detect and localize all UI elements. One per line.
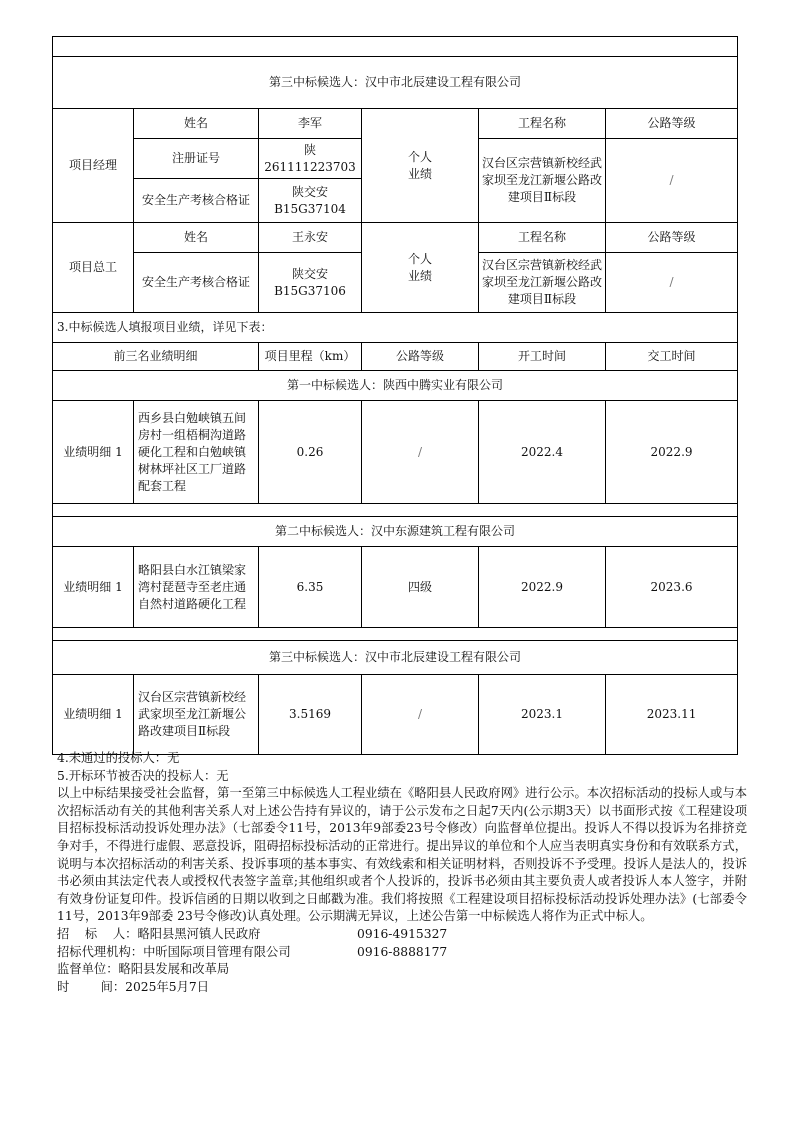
table-row xyxy=(53,675,738,755)
group1-start: 2022.4 xyxy=(479,401,606,504)
spacer-row xyxy=(53,504,738,517)
pm-reg-label: 注册证号 xyxy=(134,139,259,179)
group3-end: 2023.11 xyxy=(606,675,738,755)
group3-km: 3.5169 xyxy=(259,675,362,755)
pm-proj-name-label: 工程名称 xyxy=(479,109,606,139)
group1-project: 西乡县白勉峡镇五间房村一组梧桐沟道路硬化工程和白勉峡镇树林坪社区工厂道路配套工程 xyxy=(134,401,259,504)
te-safety-label: 安全生产考核合格证 xyxy=(134,253,259,313)
notice-time: 时 间：2025年5月7日 xyxy=(57,979,209,994)
group3-grade: / xyxy=(362,675,479,755)
tenderer-row xyxy=(57,926,747,944)
pm-safety-label: 安全生产考核合格证 xyxy=(134,179,259,223)
item5: 5.开标环节被否决的投标人：无 xyxy=(57,768,229,783)
te-road-grade: / xyxy=(606,253,738,313)
te-proj-name-label: 工程名称 xyxy=(479,223,606,253)
pm-road-grade: / xyxy=(606,139,738,223)
candidate-table xyxy=(52,36,738,755)
pm-name-label: 姓名 xyxy=(134,109,259,139)
te-personal-label: 个人 业绩 xyxy=(362,223,479,313)
pm-role: 项目经理 xyxy=(53,109,134,223)
table-row xyxy=(53,547,738,628)
group2-grade: 四级 xyxy=(362,547,479,628)
pm-road-grade-label: 公路等级 xyxy=(606,109,738,139)
te-proj-name: 汉台区宗营镇新校经武家坝至龙江新堰公路改建项目Ⅱ标段 xyxy=(479,253,606,313)
perf-header-grade: 公路等级 xyxy=(362,343,479,371)
group1-label: 业绩明细 1 xyxy=(53,401,134,504)
group1-title: 第一中标候选人：陕西中腾实业有限公司 xyxy=(53,371,738,401)
group3-title: 第三中标候选人：汉中市北辰建设工程有限公司 xyxy=(53,641,738,675)
perf-header-end: 交工时间 xyxy=(606,343,738,371)
group3-project: 汉台区宗营镇新校经武家坝至龙江新堰公路改建项目Ⅱ标段 xyxy=(134,675,259,755)
notice-paragraph: 以上中标结果接受社会监督，第一至第三中标候选人工程业绩在《略阳县人民政府网》进行公示。本次招标活动的投标人或与本次招标活动有关的其他利害关系人对上述公告持有异议的，请于公示发布之日起7天内(公示期3天）以书面形式按《工程建设项目招标投标活动投诉处理办法》（七部委令11号，2013年9部委23号令修改）向监督单位提出。投诉人不得以投诉为名排挤竞争对手，不得进行虚假、恶意投诉，阻碍招标投标活动的正常进行。提出异议的单位和个人应当表明真实身份和有效联系方式，说明与本次招标活动的利害关系、投诉事项的基本事实、有效线索和相关证明材料，否则投诉不予受理。投诉人是法人的，投诉书必须由其法定代表人或授权代表签字盖章;其他组织或者个人投诉的，投诉书必须由其主要负责人或者投诉人本人签字，并附有效身份证复印件。投诉信函的日期以收到之日邮戳为准。我们将按照《工程建设项目招标投标活动投诉处理办法》(七部委令11号，2013年9部委 23号令修改)认真处理。公示期满无异议，上述公告第一中标候选人将作为正式中标人。 xyxy=(57,786,747,924)
perf-header-detail: 前三名业绩明细 xyxy=(53,343,259,371)
perf-header-row xyxy=(53,343,738,371)
group2-km: 6.35 xyxy=(259,547,362,628)
table-top-spacer xyxy=(53,37,738,57)
perf-header-km: 项目里程（km） xyxy=(259,343,362,371)
group2-project: 略阳县白水江镇梁家湾村琵琶寺至老庄通自然村道路硬化工程 xyxy=(134,547,259,628)
group3-start: 2023.1 xyxy=(479,675,606,755)
group3-label: 业绩明细 1 xyxy=(53,675,134,755)
tenderer-phone: 0916-4915327 xyxy=(357,926,448,941)
third-candidate-header: 第三中标候选人：汉中市北辰建设工程有限公司 xyxy=(53,57,738,109)
table-row xyxy=(53,401,738,504)
agent-phone: 0916-8888177 xyxy=(357,944,448,959)
group2-title: 第二中标候选人：汉中东源建筑工程有限公司 xyxy=(53,517,738,547)
group2-start: 2022.9 xyxy=(479,547,606,628)
group1-end: 2022.9 xyxy=(606,401,738,504)
group2-label: 业绩明细 1 xyxy=(53,547,134,628)
agent-row xyxy=(57,944,747,962)
section3-title: 3.中标候选人填报项目业绩，详见下表： xyxy=(53,313,738,343)
pm-safety: 陕交安B15G37104 xyxy=(259,179,362,223)
spacer-row xyxy=(53,628,738,641)
supervisor: 监督单位：略阳县发展和改革局 xyxy=(57,962,230,977)
group1-km: 0.26 xyxy=(259,401,362,504)
te-name-label: 姓名 xyxy=(134,223,259,253)
te-role: 项目总工 xyxy=(53,223,134,313)
pm-name: 李军 xyxy=(259,109,362,139)
pm-reg: 陕261111223703 xyxy=(259,139,362,179)
te-safety: 陕交安B15G37106 xyxy=(259,253,362,313)
group1-grade: / xyxy=(362,401,479,504)
pm-proj-name: 汉台区宗营镇新校经武家坝至龙江新堰公路改建项目Ⅱ标段 xyxy=(479,139,606,223)
group2-end: 2023.6 xyxy=(606,547,738,628)
footer-notice xyxy=(57,750,747,996)
agent: 招标代理机构：中昕国际项目管理有限公司 xyxy=(57,944,291,959)
te-road-grade-label: 公路等级 xyxy=(606,223,738,253)
item4: 4.未通过的投标人：无 xyxy=(57,751,180,765)
te-name: 王永安 xyxy=(259,223,362,253)
perf-header-start: 开工时间 xyxy=(479,343,606,371)
tenderer: 招 标 人：略阳县黑河镇人民政府 xyxy=(57,926,261,941)
pm-personal-label: 个人 业绩 xyxy=(362,109,479,223)
